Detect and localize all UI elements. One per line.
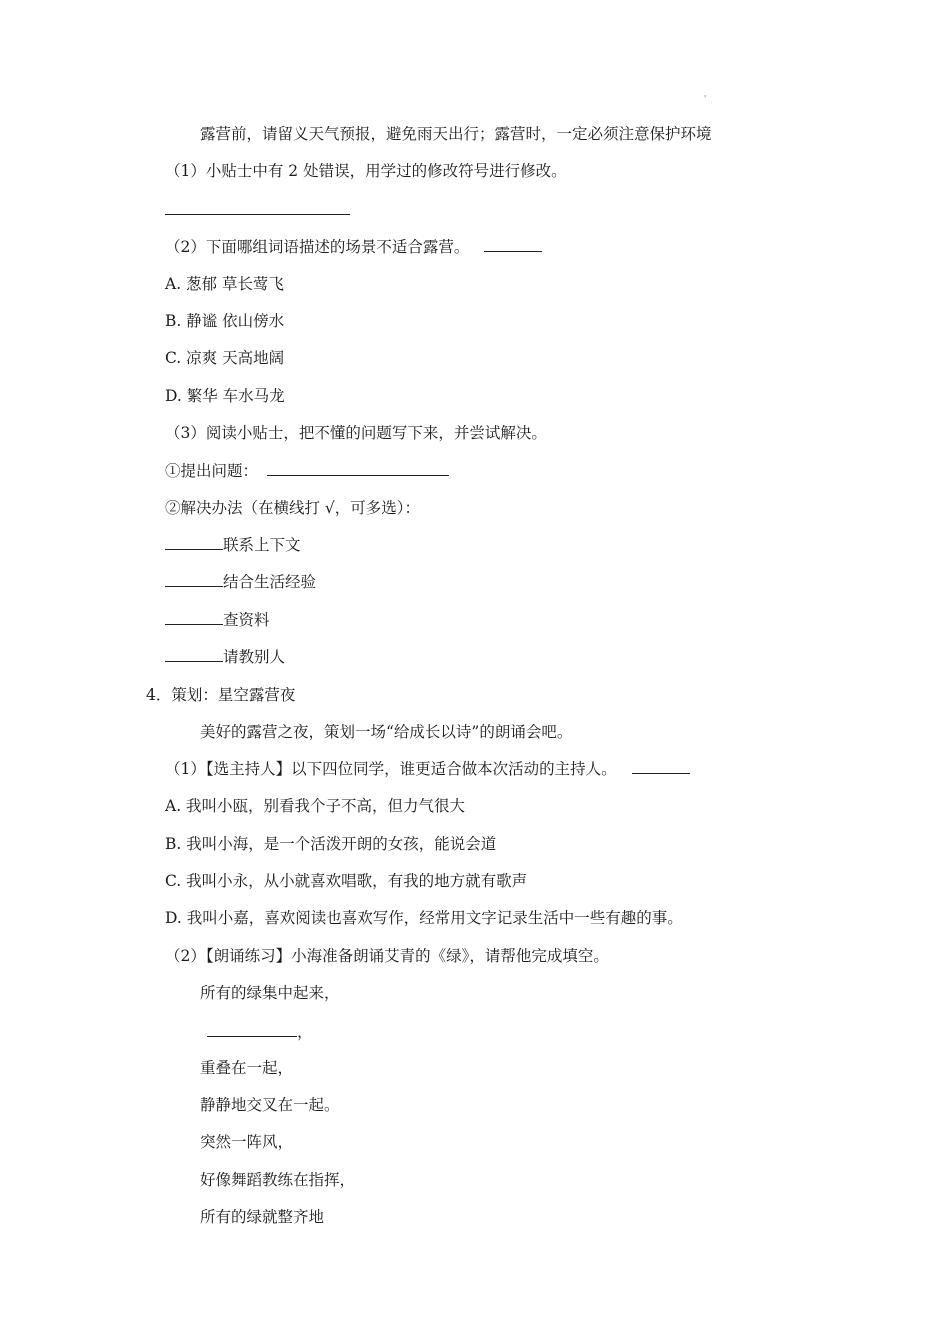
method-check-blank[interactable] (165, 647, 223, 662)
poem-line: 所有的绿就整齐地 (200, 1208, 325, 1226)
q3-option-a: A. 葱郁 草长莺飞 (165, 275, 284, 293)
poem-blank-suffix: ， (297, 1023, 313, 1041)
q4-option-b: B. 我叫小海，是一个活泼开朗的女孩，能说会道 (165, 835, 497, 853)
method-row (165, 572, 316, 592)
q3-sub1: （1）小贴士中有 2 处错误，用学过的修改符号进行修改。 (165, 162, 567, 180)
poem-line: 重叠在一起， (200, 1059, 294, 1077)
method-label: 结合生活经验 (223, 573, 317, 591)
method-check-blank[interactable] (165, 572, 223, 587)
ask-label: ①提出问题： (165, 462, 259, 480)
q3-sub2 (165, 237, 542, 257)
method-row (165, 535, 301, 555)
poem-line: 突然一阵风， (200, 1133, 294, 1151)
answer-line-sub1[interactable] (165, 214, 350, 215)
ask-question-row (165, 461, 449, 481)
page-mark: ' (704, 94, 707, 103)
q4-title: 4．策划：星空露营夜 (146, 686, 296, 704)
method-row (165, 647, 285, 667)
poem-line: 静静地交叉在一起。 (200, 1096, 340, 1114)
q3-sub2-text: （2）下面哪组词语描述的场景不适合露营。 (165, 238, 470, 256)
q4-sub1 (165, 759, 690, 779)
q3-sub3: （3）阅读小贴士，把不懂的问题写下来，并尝试解决。 (165, 424, 547, 442)
poem-line: 所有的绿集中起来， (200, 984, 340, 1002)
method-check-blank[interactable] (165, 535, 223, 550)
q4-intro: 美好的露营之夜，策划一场“给成长以诗”的朗诵会吧。 (200, 723, 573, 741)
tip-text: 露营前，请留义天气预报，避免雨天出行；露营时，一定必须注意保护环境 (200, 125, 712, 143)
q3-option-c: C. 凉爽 天高地阔 (165, 349, 285, 367)
method-label: 联系上下文 (223, 536, 301, 554)
q4-option-c: C. 我叫小永，从小就喜欢唱歌，有我的地方就有歌声 (165, 872, 528, 890)
method-label: 请教别人 (223, 648, 286, 666)
method-check-blank[interactable] (165, 610, 223, 625)
poem-answer-blank[interactable] (207, 1022, 297, 1037)
answer-blank-q4-sub1[interactable] (632, 759, 690, 774)
q4-sub1-text: （1）【选主持人】以下四位同学，谁更适合做本次活动的主持人。 (165, 760, 617, 778)
poem-line: 好像舞蹈教练在指挥， (200, 1171, 356, 1189)
q3-option-d: D. 繁华 车水马龙 (165, 387, 285, 405)
poem-blank-row (207, 1022, 313, 1042)
solve-label: ②解决办法（在横线打 √，可多选）： (165, 499, 421, 517)
ask-answer-blank[interactable] (267, 461, 449, 476)
q3-option-b: B. 静谧 依山傍水 (165, 312, 285, 330)
answer-blank-sub2[interactable] (484, 237, 542, 252)
method-row (165, 610, 270, 630)
q4-sub2: （2）【朗诵练习】小海准备朗诵艾青的《绿》，请帮他完成填空。 (165, 947, 609, 965)
q4-option-d: D. 我叫小嘉，喜欢阅读也喜欢写作，经常用文字记录生活中一些有趣的事。 (165, 909, 683, 927)
q4-option-a: A. 我叫小瓯，别看我个子不高，但力气很大 (165, 797, 466, 815)
method-label: 查资料 (223, 611, 270, 629)
